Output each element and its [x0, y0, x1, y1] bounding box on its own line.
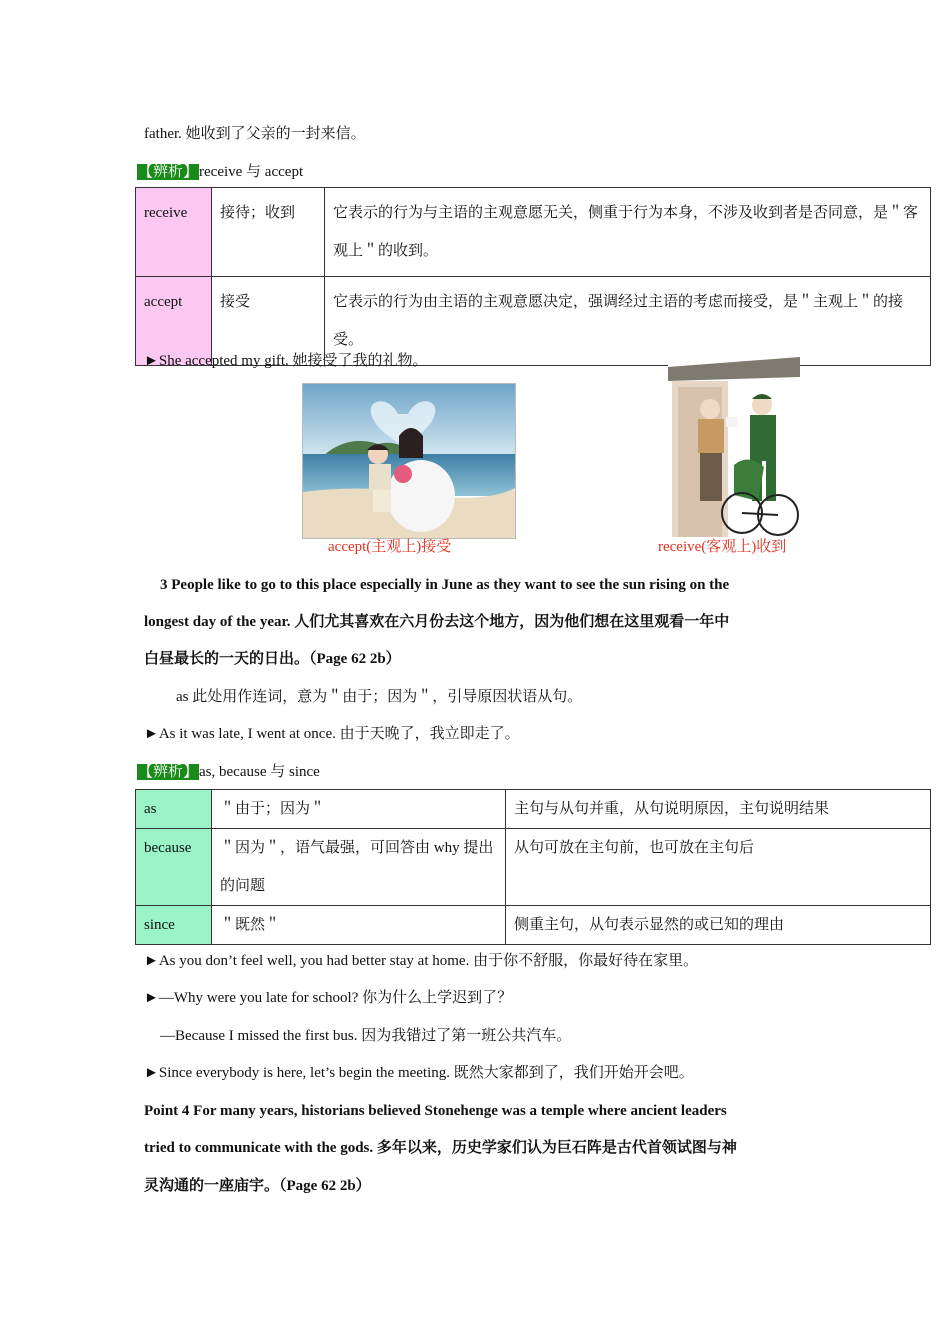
- table-row: [136, 188, 931, 277]
- table-row: [136, 829, 931, 906]
- analysis-tag: 【辨析】: [138, 764, 199, 780]
- example-why-late: ►—Why were you late for school? 你为什么上学迟到了？: [144, 990, 513, 1006]
- note-as-conjunction: as 此处用作连词，意为＂由于；因为＂，引导原因状语从句。: [176, 689, 583, 705]
- meaning-cell: 接待；收到: [212, 188, 325, 277]
- as-because-since-table: [135, 789, 931, 945]
- desc-cell: 它表示的行为由主语的主观意愿决定，强调经过主语的考虑而接受，是＂主观上＂的接受。: [325, 277, 931, 366]
- point3-line3: 白昼最长的一天的日出。（Page 62 2b）: [144, 651, 401, 667]
- word-cell: receive: [136, 188, 212, 277]
- word-cell: since: [136, 906, 212, 945]
- analysis-text: receive 与 accept: [199, 164, 304, 180]
- analysis-text: as, because 与 since: [199, 764, 320, 780]
- analysis-heading-as-because-since: [137, 762, 320, 782]
- word-cell: as: [136, 790, 212, 829]
- desc-cell: 侧重主句，从句表示显然的或已知的理由: [506, 906, 931, 945]
- postman-delivery-illustration: [668, 355, 800, 539]
- word-cell: accept: [136, 277, 212, 366]
- word-cell: because: [136, 829, 212, 906]
- meaning-cell: ＂既然＂: [212, 906, 506, 945]
- analysis-heading-receive-accept: [137, 162, 303, 182]
- example-feel-well: ►As you don’t feel well, you had better stay at home. 由于你不舒服，你最好待在家里。: [144, 953, 699, 969]
- desc-cell: 主句与从句并重，从句说明原因，主句说明结果: [506, 790, 931, 829]
- analysis-tag: 【辨析】: [138, 164, 199, 180]
- meaning-cell: ＂由于；因为＂: [212, 790, 506, 829]
- desc-cell: 从句可放在主句前，也可放在主句后: [506, 829, 931, 906]
- receive-accept-table: [135, 187, 931, 366]
- example-accepted-gift: ►She accepted my gift. 她接受了我的礼物。: [144, 353, 428, 369]
- point3-line2: longest day of the year. 人们尤其喜欢在六月份去这个地方，因为他们想在这里观看一年中: [144, 614, 730, 630]
- point4-line1: Point 4 For many years, historians believed Stonehenge was a temple where ancient leaders: [144, 1103, 727, 1119]
- table-row: [136, 906, 931, 945]
- point4-line2: tried to communicate with the gods. 多年以来，历史学家们认为巨石阵是古代首领试图与神: [144, 1140, 737, 1156]
- table-row: [136, 790, 931, 829]
- caption-receive: receive(客观上)收到: [658, 539, 787, 555]
- caption-accept: accept(主观上)接受: [328, 539, 452, 555]
- paragraph-father: father. 她收到了父亲的一封来信。: [144, 126, 366, 142]
- point3-line1: 3 People like to go to this place especially in June as they want to see the sun rising on the: [160, 577, 730, 593]
- example-it-was-late: ►As it was late, I went at once. 由于天晚了，我立即走了。: [144, 726, 520, 742]
- beach-proposal-illustration: [302, 383, 516, 539]
- example-missed-bus: —Because I missed the first bus. 因为我错过了第一班公共汽车。: [160, 1028, 572, 1044]
- example-everybody-here: ►Since everybody is here, let’s begin the meeting. 既然大家都到了，我们开始开会吧。: [144, 1065, 694, 1081]
- desc-cell: 它表示的行为与主语的主观意愿无关，侧重于行为本身，不涉及收到者是否同意，是＂客观上＂的收到。: [325, 188, 931, 277]
- meaning-cell: 接受: [212, 277, 325, 366]
- point4-line3: 灵沟通的一座庙宇。（Page 62 2b）: [144, 1178, 371, 1194]
- meaning-cell: ＂因为＂，语气最强，可回答由 why 提出的问题: [212, 829, 506, 906]
